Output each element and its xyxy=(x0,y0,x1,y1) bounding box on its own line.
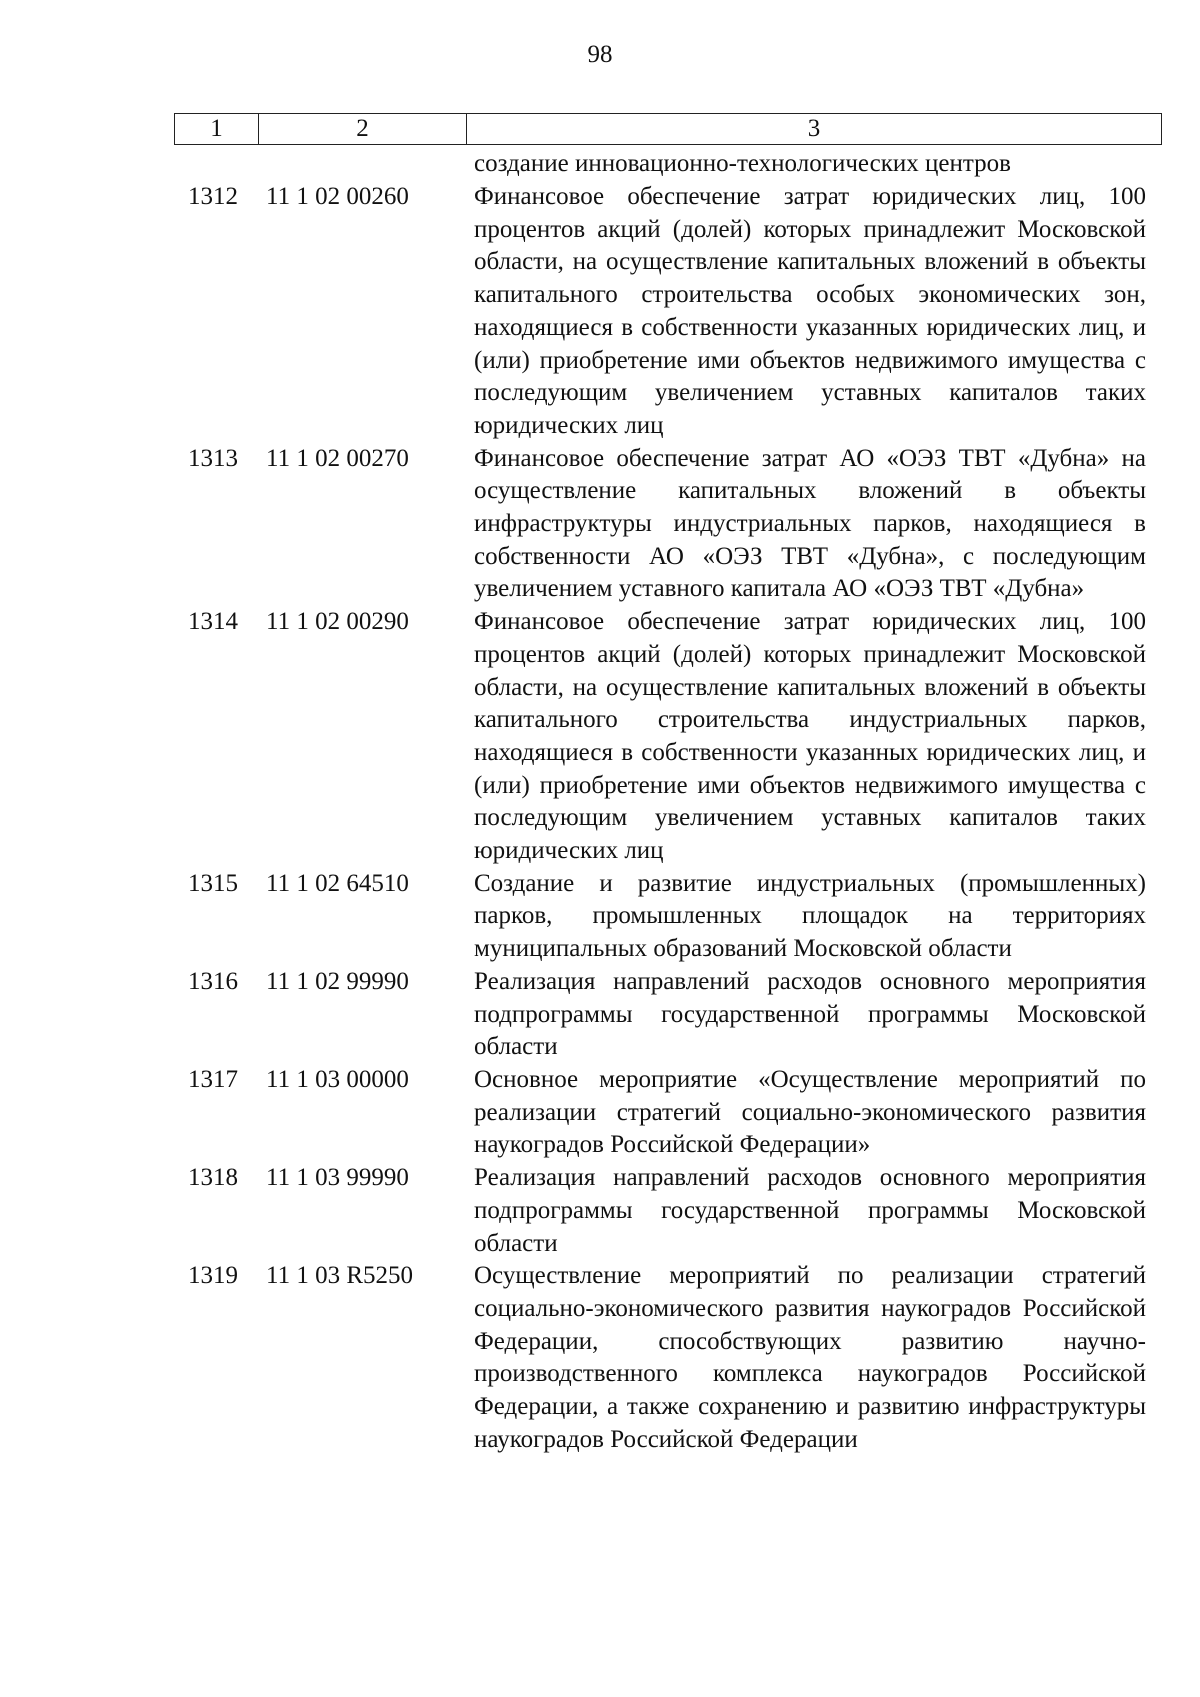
table-row xyxy=(174,1064,1162,1162)
budget-code: 11 1 02 00270 xyxy=(266,444,409,472)
column-header-2: 2 xyxy=(259,114,467,144)
row-number: 1317 xyxy=(188,1065,238,1093)
budget-code: 11 1 03 R5250 xyxy=(266,1262,413,1290)
budget-code: 11 1 02 99990 xyxy=(266,967,409,995)
table-row xyxy=(174,606,1162,868)
table-row xyxy=(174,868,1162,966)
row-description: Финансовое обеспечение затрат юридических лиц, 100 процентов акций (долей) которых принадлежит Московской области, на осуществление капитальных вложений в объекты капитального строительства особых экономических зон, находящиеся в собственности указанных юридических лиц, и (или) приобретение ими объектов недвижимого имущества с последующим увеличением уставных капиталов таких юридических лиц xyxy=(474,183,1146,439)
column-header-3: 3 xyxy=(807,115,821,142)
continuation-text: создание инновационно-технологических центров xyxy=(474,150,1011,177)
row-number: 1314 xyxy=(188,608,238,636)
row-description: Реализация направлений расходов основного мероприятия подпрограммы государственной программы Московской области xyxy=(474,1164,1146,1257)
row-number: 1313 xyxy=(188,444,238,472)
row-description: Финансовое обеспечение затрат АО «ОЭЗ ТВТ «Дубна» на осуществление капитальных вложений в объекты инфраструктуры индустриальных парков, находящиеся в собственности АО «ОЭЗ ТВТ «Дубна», с последующим увеличением уставного капитала АО «ОЭЗ ТВТ «Дубна» xyxy=(474,444,1146,603)
table-row xyxy=(174,181,1162,443)
table-row xyxy=(174,1260,1162,1456)
row-description: Осуществление мероприятий по реализации стратегий социально-экономического развития наукоградов Российской Федерации, способствующих развитию научно-производственного комплекса наукоградов Российской Федерации, а также сохранению и развитию инфраструктуры наукоградов Российской Федерации xyxy=(474,1262,1146,1453)
page-number: 98 xyxy=(587,41,613,68)
row-number: 1319 xyxy=(188,1262,238,1290)
row-number: 1315 xyxy=(188,869,238,897)
column-header-1: 1 xyxy=(175,114,259,144)
table-row xyxy=(174,443,1162,607)
row-description: Финансовое обеспечение затрат юридических лиц, 100 процентов акций (долей) которых принадлежит Московской области, на осуществление капитальных вложений в объекты капитального строительства индустриальных парков, находящиеся в собственности указанных юридических лиц, и (или) приобретение ими объектов недвижимого имущества с последующим увеличением уставных капиталов таких юридических лиц xyxy=(474,608,1146,865)
row-description: Реализация направлений расходов основного мероприятия подпрограммы государственной программы Московской области xyxy=(474,967,1146,1061)
budget-code: 11 1 02 00290 xyxy=(266,608,409,636)
row-number: 1312 xyxy=(188,183,238,210)
table-row xyxy=(174,1162,1162,1260)
budget-code: 11 1 02 64510 xyxy=(266,869,409,897)
budget-code: 11 1 02 00260 xyxy=(266,183,409,210)
budget-code: 11 1 03 99990 xyxy=(266,1164,409,1192)
table-header xyxy=(174,113,1162,145)
budget-code: 11 1 03 00000 xyxy=(266,1065,409,1093)
table-body xyxy=(174,181,1162,1456)
table-row xyxy=(174,966,1162,1064)
row-description: Основное мероприятие «Осуществление мероприятий по реализации стратегий социально-экономического развития наукоградов Российской Федерации» xyxy=(474,1065,1146,1159)
row-description: Создание и развитие индустриальных (промышленных) парков, промышленных площадок на территориях муниципальных образований Московской области xyxy=(474,869,1146,963)
row-number: 1318 xyxy=(188,1164,238,1192)
row-number: 1316 xyxy=(188,967,238,995)
